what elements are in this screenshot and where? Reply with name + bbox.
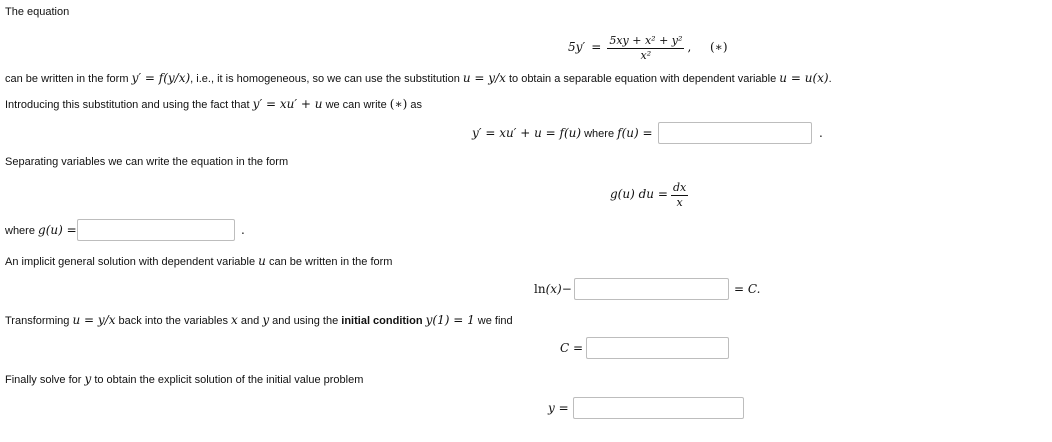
math-form: y′ = f(y/x) [131,71,191,85]
math-ln-arg: (x)− [545,282,572,296]
initial-condition-label: initial condition [341,315,423,327]
homogeneous-text [5,71,832,85]
math-u: u [258,254,266,268]
math-ln: ln [534,282,546,296]
math-x: x [231,313,238,327]
text-segment: Transforming [5,315,70,327]
transform-text [5,313,513,327]
text-segment: An implicit general solution with dependent variable [5,256,256,268]
equation-lhs: 5y′ [568,40,586,54]
text-segment: Introducing this substitution and using the fact that [5,99,250,111]
implicit-text [5,254,392,268]
text-segment: we can write [325,99,387,111]
implicit-rhs: = C. [734,282,761,296]
equation-comma: , [687,40,692,54]
f-equation [472,126,653,140]
g-label [5,223,77,237]
math-dependent-variable: u = u(x) [779,71,829,85]
f-period: . [819,126,823,140]
f-u-input[interactable] [658,122,812,144]
text-segment: where [5,225,35,237]
math-g-du: g(u) du = [610,187,668,201]
math-substitution: u = y/x [462,71,506,85]
text-segment: and using the [272,315,339,327]
math-y: y [262,313,270,327]
main-equation [568,30,691,64]
text-segment: , i.e., it is homogeneous, so we can use the substitution [190,73,460,85]
text-segment: where [584,128,615,140]
equation-equals: = [591,40,602,54]
text-segment: Finally solve for [5,374,82,386]
dx-denominator: x [676,195,683,209]
math-f-equation: y′ = xu′ + u = f(u) [472,126,582,140]
text-segment: back into the variables [118,315,228,327]
text-segment: we find [477,315,513,327]
math-g-label: g(u) = [38,223,77,237]
text-segment: . [828,73,832,85]
text-segment: to obtain the explicit solution of the initial value problem [94,374,364,386]
intro-text: The equation [5,6,70,18]
math-f-label: f(u) = [617,126,653,140]
y-value-input[interactable] [573,397,744,419]
c-value-input[interactable] [586,337,729,359]
text-segment: can be written in the form [268,256,393,268]
math-initial-condition: y(1) = 1 [425,313,475,327]
dx-numerator: dx [672,180,687,194]
dx-fraction [671,181,688,210]
math-derivative-fact: y′ = xu′ + u [252,97,323,111]
equation-fraction [607,34,684,63]
equation-numerator: 5xy + x² + y² [609,33,683,47]
implicit-lhs [534,282,572,296]
text-segment: as [410,99,422,111]
separating-text: Separating variables we can write the equation in the form [5,156,289,168]
c-label: C = [560,341,584,355]
equation-tag: (∗) [710,40,728,54]
g-period: . [241,223,245,237]
separable-equation [610,177,688,211]
text-segment: and [240,315,260,327]
math-tag-ref: (∗) [389,97,408,111]
explicit-text [5,372,363,386]
text-segment: to obtain a separable equation with dependent variable [508,73,777,85]
equation-denominator: x² [640,48,652,62]
substitution-text [5,97,422,111]
g-u-input[interactable] [77,219,235,241]
text-segment: can be written in the form [5,73,129,85]
math-substitution: u = y/x [72,313,116,327]
implicit-solution-input[interactable] [574,278,729,300]
math-y: y [84,372,92,386]
y-label: y = [548,401,569,415]
